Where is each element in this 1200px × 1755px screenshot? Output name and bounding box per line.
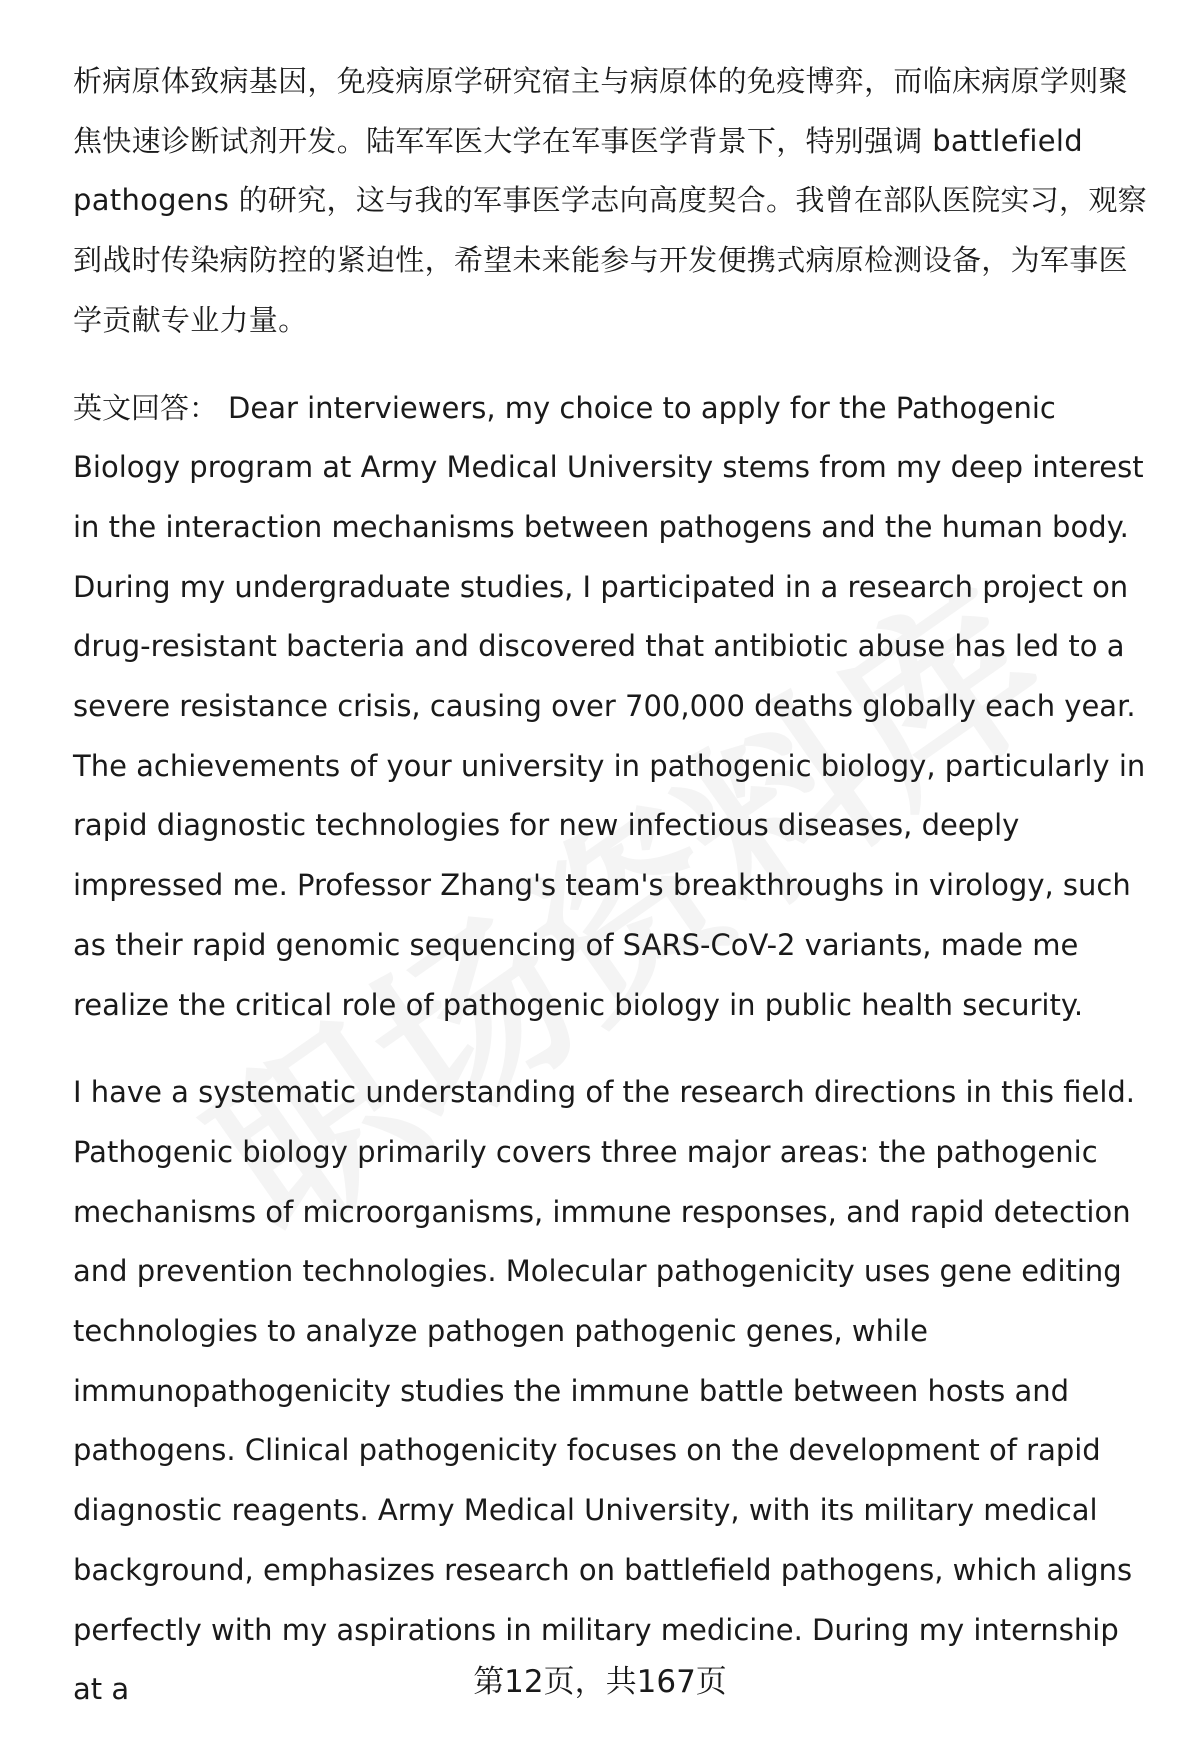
paragraph-text: I have a systematic understanding of the research directions in this field. Pathogenic biology primarily covers three major areas: the pathogenic mechanisms of microorganisms, immune responses, and rapid detection and prevention technologies. Molecular pathogenicity uses gene editing technologies to analyze pathogen pathogenic genes, while immunopathogenicity studies the immune battle between hosts and pathogens. Clinical pathogenicity focuses on the development of rapid diagnostic reagents. Army Medical University, with its military medical background, emphasizes research on battlefield pathogens, which aligns perfectly with my aspirations in military medicine. During my internship at a <box>73 1075 1136 1707</box>
paragraph-text: 析病原体致病基因，免疫病原学研究宿主与病原体的免疫博弈，而临床病原学则聚焦快速诊断试剂开发。陆军军医大学在军事医学背景下，特别强调 battlefield pathogens 的研究，这与我的军事医学志向高度契合。我曾在部队医院实习，观察到战时传染病防控的紧迫性，希望未来能参与开发便携式病原检测设备，为军事医学贡献专业力量。 <box>73 64 1147 337</box>
paragraph-text: Dear interviewers, my choice to apply for the Pathogenic Biology program at Army Medical University stems from my deep interest in the interaction mechanisms between pathogens and the human body. During my undergraduate studies, I participated in a research project on drug-resistant bacteria and discovered that antibiotic abuse has led to a severe resistance crisis, causing over 700,000 deaths globally each year. The achievements of your university in pathogenic biology, particularly in rapid diagnostic technologies for new infectious diseases, deeply impressed me. Professor Zhang's team's breakthroughs in virology, such as their rapid genomic sequencing of SARS-CoV-2 variants, made me realize the critical role of pathogenic biology in public health security. <box>73 390 1146 1022</box>
paragraph-research-directions <box>73 1063 1153 1720</box>
document-body <box>73 52 1153 1720</box>
paragraph-english-answer <box>73 379 1153 1036</box>
page-number: 第12页，共167页 <box>473 1664 727 1700</box>
paragraph-chinese-continuation <box>73 52 1153 351</box>
answer-label: 英文回答： <box>73 390 219 425</box>
